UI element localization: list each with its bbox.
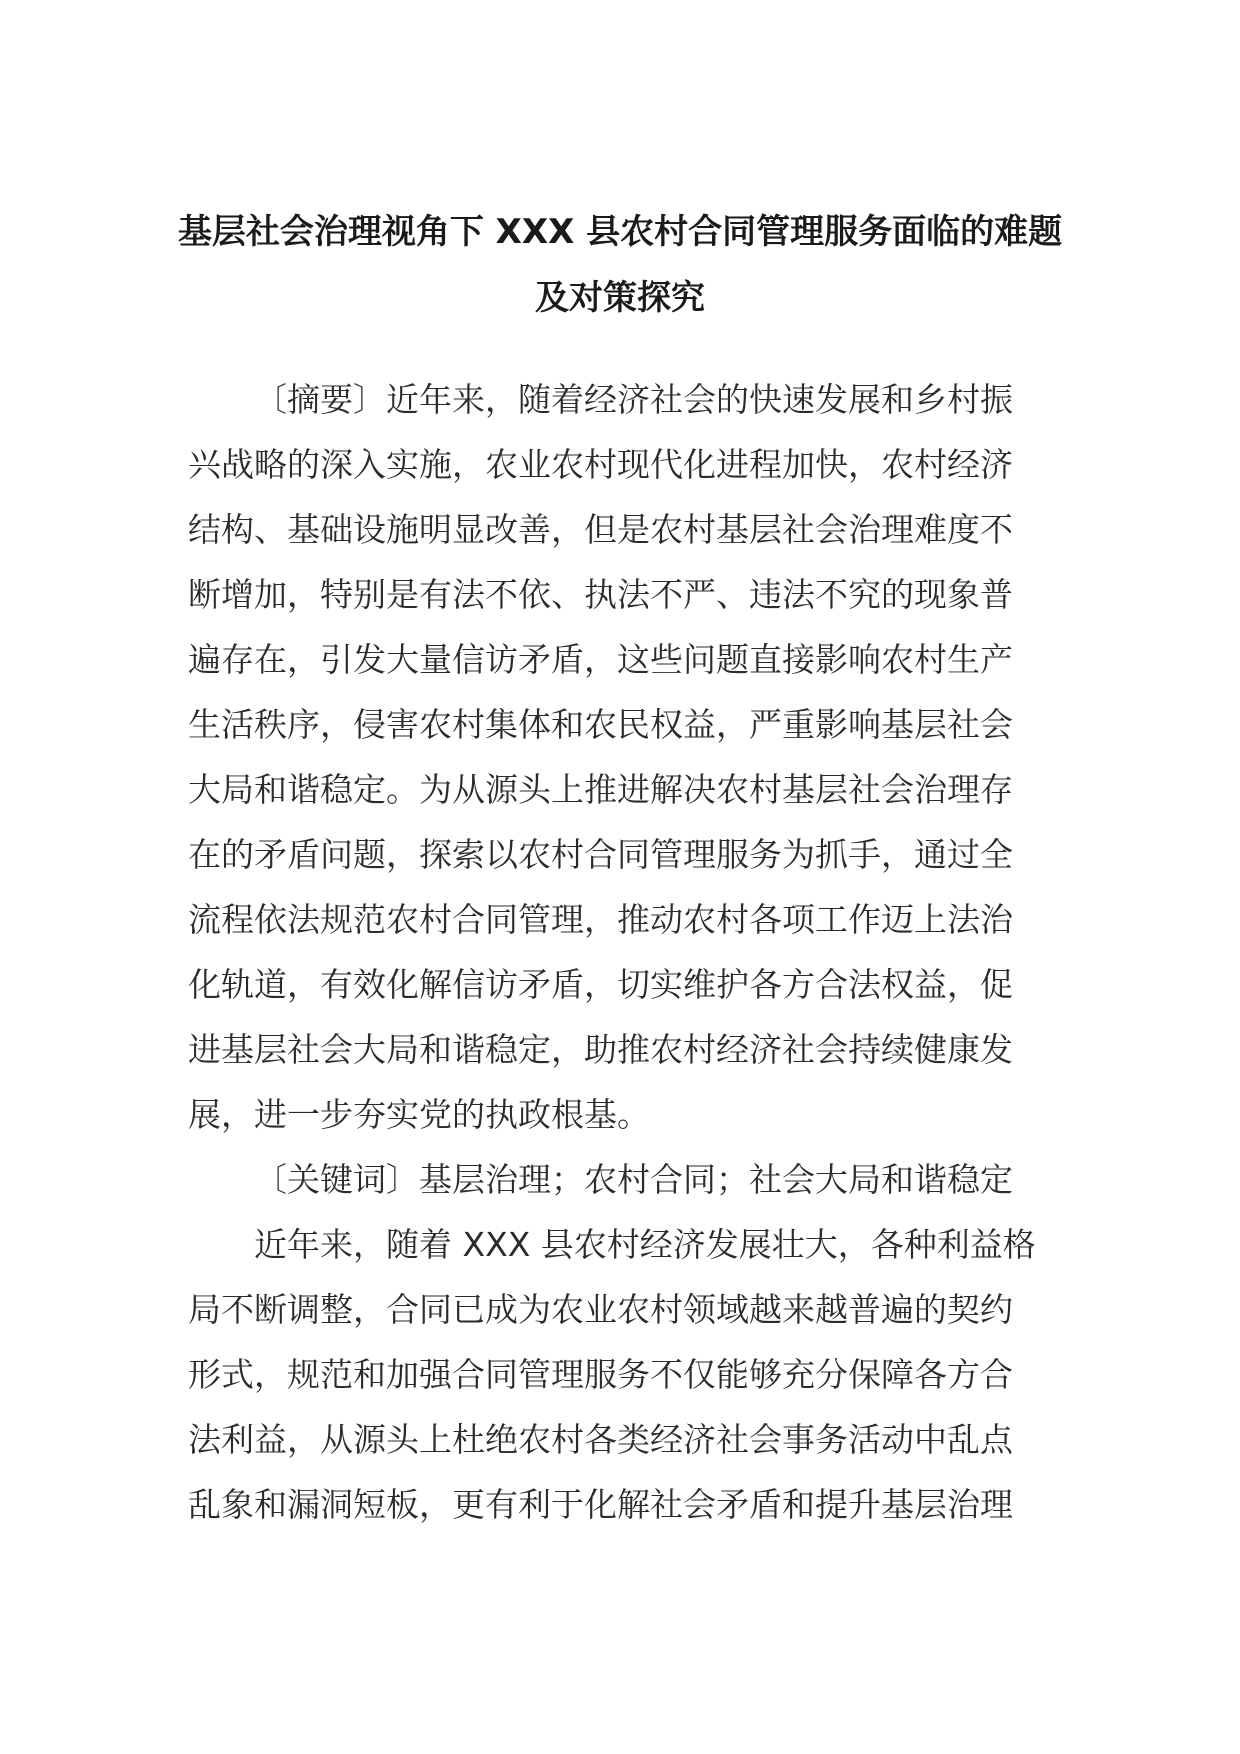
- text-line: 展，进一步夯实党的执政根基。: [188, 1095, 650, 1134]
- text-line: 进基层社会大局和谐稳定，助推农村经济社会持续健康发: [188, 1030, 1013, 1069]
- text-line: 化轨道，有效化解信访矛盾，切实维护各方合法权益，促: [188, 965, 1013, 1004]
- text-line: 遍存在，引发大量信访矛盾，这些问题直接影响农村生产: [188, 640, 1013, 679]
- text-line: 生活秩序，侵害农村集体和农民权益，严重影响基层社会: [188, 705, 1013, 744]
- keywords-paragraph: [188, 1147, 1048, 1212]
- text-line: 形式，规范和加强合同管理服务不仅能够充分保障各方合: [188, 1355, 1013, 1394]
- text-line: 兴战略的深入实施，农业农村现代化进程加快，农村经济: [188, 445, 1013, 484]
- document-title-line-2: 及对策探究: [535, 278, 705, 318]
- text-line: 结构、基础设施明显改善，但是农村基层社会治理难度不: [188, 510, 1013, 549]
- text-line: 近年来，随着 XXX 县农村经济发展壮大，各种利益格: [254, 1225, 1036, 1264]
- text-line: 流程依法规范农村合同管理，推动农村各项工作迈上法治: [188, 900, 1013, 939]
- text-line: 断增加，特别是有法不依、执法不严、违法不究的现象普: [188, 575, 1013, 614]
- text-line: 法利益，从源头上杜绝农村各类经济社会事务活动中乱点: [188, 1420, 1013, 1459]
- text-line: 〔关键词〕基层治理；农村合同；社会大局和谐稳定: [254, 1160, 1013, 1199]
- document-body: [188, 367, 1048, 1537]
- text-line: 〔摘要〕近年来，随着经济社会的快速发展和乡村振: [254, 380, 1013, 419]
- body-paragraph: [188, 1212, 1048, 1537]
- abstract-paragraph: [188, 367, 1048, 1147]
- text-line: 在的矛盾问题，探索以农村合同管理服务为抓手，通过全: [188, 835, 1013, 874]
- text-line: 局不断调整，合同已成为农业农村领域越来越普遍的契约: [188, 1290, 1013, 1329]
- text-line: 大局和谐稳定。为从源头上推进解决农村基层社会治理存: [188, 770, 1013, 809]
- text-line: 乱象和漏洞短板，更有利于化解社会矛盾和提升基层治理: [188, 1485, 1013, 1524]
- document-title-line-1: 基层社会治理视角下 XXX 县农村合同管理服务面临的难题: [177, 212, 1063, 252]
